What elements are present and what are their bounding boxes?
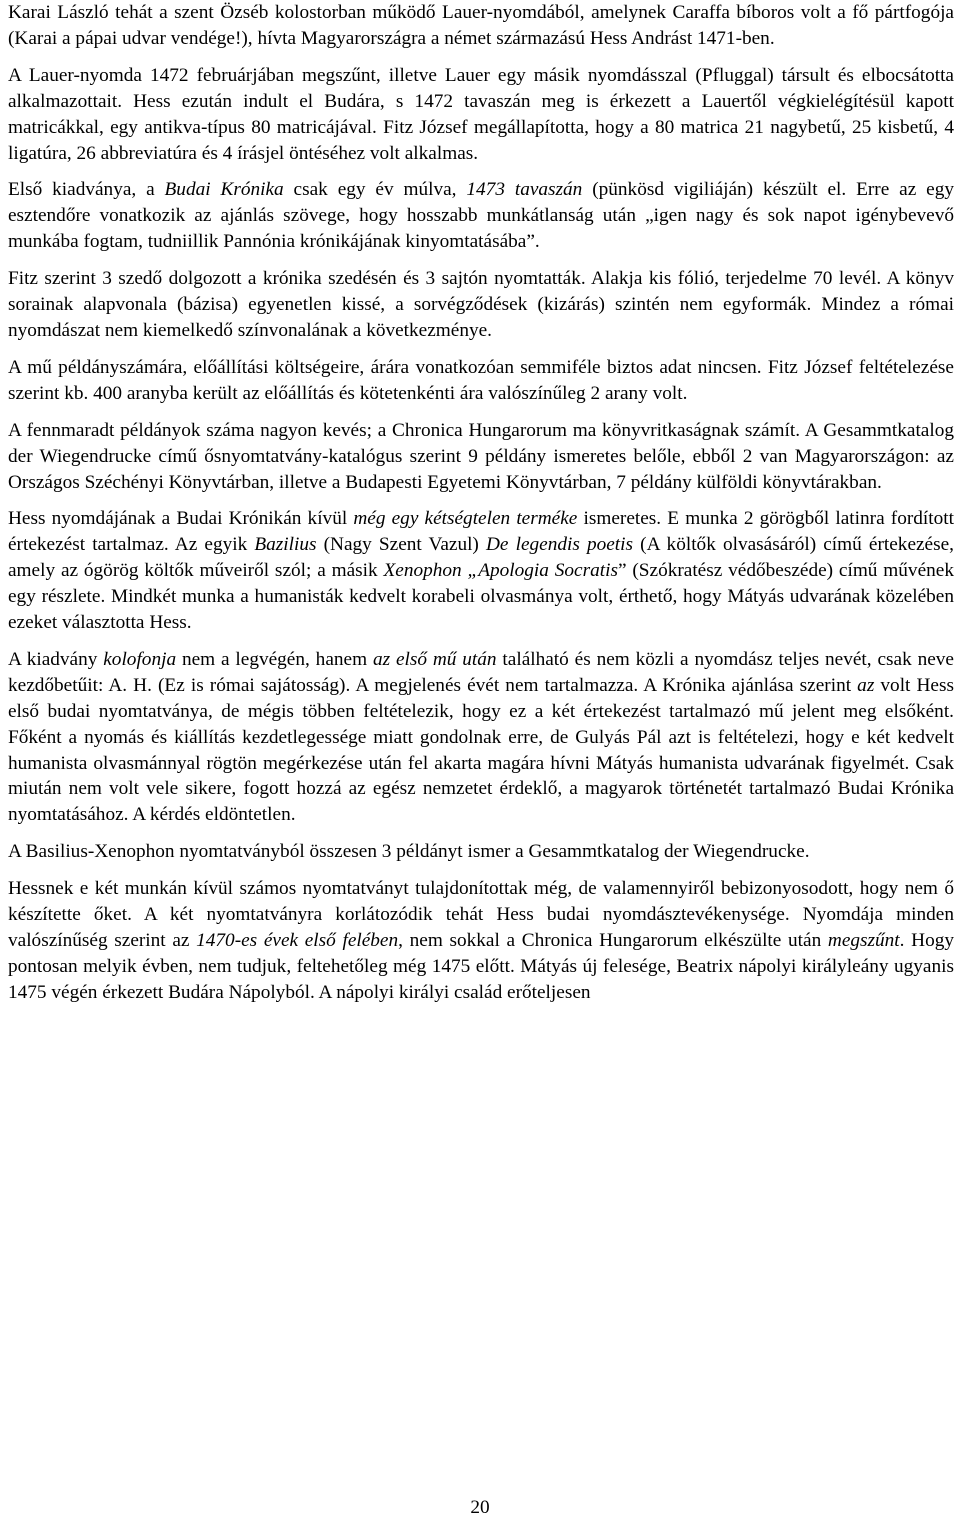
text-run: A Basilius-Xenophon nyomtatványból összesen 3 példányt ismer a Gesammtkatalog der Wiegendrucke. xyxy=(8,841,810,863)
text-run: ismeretes. E munka 2 görögből latinra fordított értekezést tartalmaz. Az egyik xyxy=(8,508,954,556)
text-run: ” (Szókratész védőbeszéde) című művének egy részlete. Mindkét munka a humanisták kedvelt korabeli olvasmánya volt, érthető, hogy Mátyás udvarának közelében ezeket választotta Hess. xyxy=(8,560,954,634)
text-run: Karai László tehát a szent Özséb kolostorban működő Lauer-nyomdából, amelynek Caraffa bíboros volt a fő pártfogója (Karai a pápai udvar vendége!), hívta Magyarországra a német származású Hess Andrást 1471-ben. xyxy=(8,2,954,49)
italic-text: Bazilius xyxy=(254,534,317,556)
italic-text: 1473 tavaszán xyxy=(466,179,583,201)
body-text xyxy=(8,0,954,1017)
paragraph xyxy=(8,0,954,52)
text-run: volt Hess első budai nyomtatványa, de mégis többen feltételezik, hogy ez a két értekezést tartalmazó mű jelent meg elsőként. Főként a nyomás és kiállítás kezdetlegessége miatt gondolnak erre, de Gulyás Pál azt is feltételezi, hogy e két kedvelt humanista olvasmánnyal rögtön megérkezése után fel akarta magára hívni Mátyás humanista udvarának figyelmét. Csak miután nem volt vele sikere, fogott hozzá az egész nemzetet érdeklő, a magyarok történetét tartalmazó Budai Krónika nyomtatásához. A kérdés eldöntetlen. xyxy=(8,674,954,826)
page-number: 20 xyxy=(470,1497,490,1518)
paragraph xyxy=(8,839,954,865)
text-run: Első kiadványa, a xyxy=(8,179,165,201)
paragraph xyxy=(8,63,954,167)
text-run: , nem sokkal a Chronica Hungarorum elkészülte után xyxy=(398,930,828,951)
italic-text: kolofonja xyxy=(103,648,177,670)
paragraph xyxy=(8,355,954,407)
paragraph xyxy=(8,876,954,1006)
text-run: Hess nyomdájának a Budai Krónikán kívül xyxy=(8,508,354,530)
text-run: (Nagy Szent Vazul) xyxy=(316,534,486,556)
paragraph xyxy=(8,177,954,255)
italic-text: megszűnt xyxy=(827,930,900,951)
italic-text: még egy kétségtelen terméke xyxy=(353,508,578,530)
text-run: nem a legvégén, hanem xyxy=(176,648,373,670)
text-run: A Lauer-nyomda 1472 februárjában megszűnt, illetve Lauer egy másik nyomdásszal (Pfluggal) társult és elbocsátotta alkalmazottait. Hess ezután indult el Budára, s 1472 tavaszán meg is érkezett a Lauertől végkielégítésül kapott matricákkal, egy antikva-típus 80 matricájával. Fitz József megállapította, hogy a 80 matrica 21 nagybetű, 25 kisbetű, 4 ligatúra, 26 abbreviatúra és 4 írásjel öntéséhez volt alkalmas. xyxy=(8,64,954,164)
italic-text: az xyxy=(857,674,875,696)
italic-text: Budai Krónika xyxy=(164,179,284,201)
text-run: (pünkösd vigiliáján) készült el. Erre az egy esztendőre vonatkozik az ajánlás szövege, hogy hosszabb munkátlanság után „igen nagy és sok napot igénybevevő munkába fogtam, tudniillik Pannónia krónikájának kinyomtatásába”. xyxy=(8,179,954,253)
paragraph xyxy=(8,647,954,828)
text-run: . Hogy pontosan melyik évben, nem tudjuk, feltehetőleg még 1475 előtt. Mátyás új felesége, Beatrix nápolyi királyleány ugyanis 1475 végén érkezett Budára Nápolyból. A nápolyi királyi család erőteljesen xyxy=(8,930,955,1003)
italic-text: Xenophon „Apologia Socratis xyxy=(383,560,618,582)
text-run: Hessnek e két munkán kívül számos nyomtatványt tulajdonítottak még, de valamennyiről bebizonyosodott, hogy nem ő készítette őket. A két nyomtatványra korlátozódik tehát Hess budai nyomdásztevékenysége. Nyomdája minden valószínűség szerint az xyxy=(8,878,954,951)
italic-text: 1470-es évek első felében xyxy=(196,930,399,951)
text-run: található és nem közli a nyomdász teljes nevét, csak neve kezdőbetűit: A. H. (Ez is római sajátosság). A megjelenés évét nem tartalmazza. A Krónika ajánlása szerint xyxy=(8,648,954,696)
paragraph xyxy=(8,418,954,496)
text-run: Fitz szerint 3 szedő dolgozott a krónika szedésén és 3 sajtón nyomtatták. Alakja kis fólió, terjedelme 70 levél. A könyv sorainak alapvonala (bázisa) egyenetlen kissé, a sorvégződések (kizárás) szintén nem egyformák. Mindez a római nyomdászat nem kiemelkedő színvonalának a következménye. xyxy=(8,268,954,341)
paragraph xyxy=(8,266,954,344)
text-run: csak egy év múlva, xyxy=(283,179,467,201)
text-run: A mű példányszámára, előállítási költségeire, árára vonatkozóan semmiféle biztos adat nincsen. Fitz József feltételezése szerint kb. 400 aranyba került az előállítás és kötetenkénti ára valószínűleg 2 arany volt. xyxy=(8,356,954,404)
italic-text: az első mű után xyxy=(372,648,497,670)
paragraph xyxy=(8,506,954,636)
italic-text: De legendis poetis xyxy=(485,534,634,556)
text-run: A kiadvány xyxy=(8,648,104,670)
text-run: (A költők olvasásáról) című értekezése, amely az ógörög költők műveiről szól; a másik xyxy=(8,534,954,582)
text-run: A fennmaradt példányok száma nagyon kevés; a Chronica Hungarorum ma könyvritkaságnak számít. A Gesammtkatalog der Wiegendrucke című ősnyomtatvány-katalógus szerint 9 példány ismeretes belőle, ebből 2 van Magyarországon: az Országos Széchényi Könyvtárban, illetve a Budapesti Egyetemi Könyvtárban, 7 példány külföldi könyvtárakban. xyxy=(8,419,954,493)
